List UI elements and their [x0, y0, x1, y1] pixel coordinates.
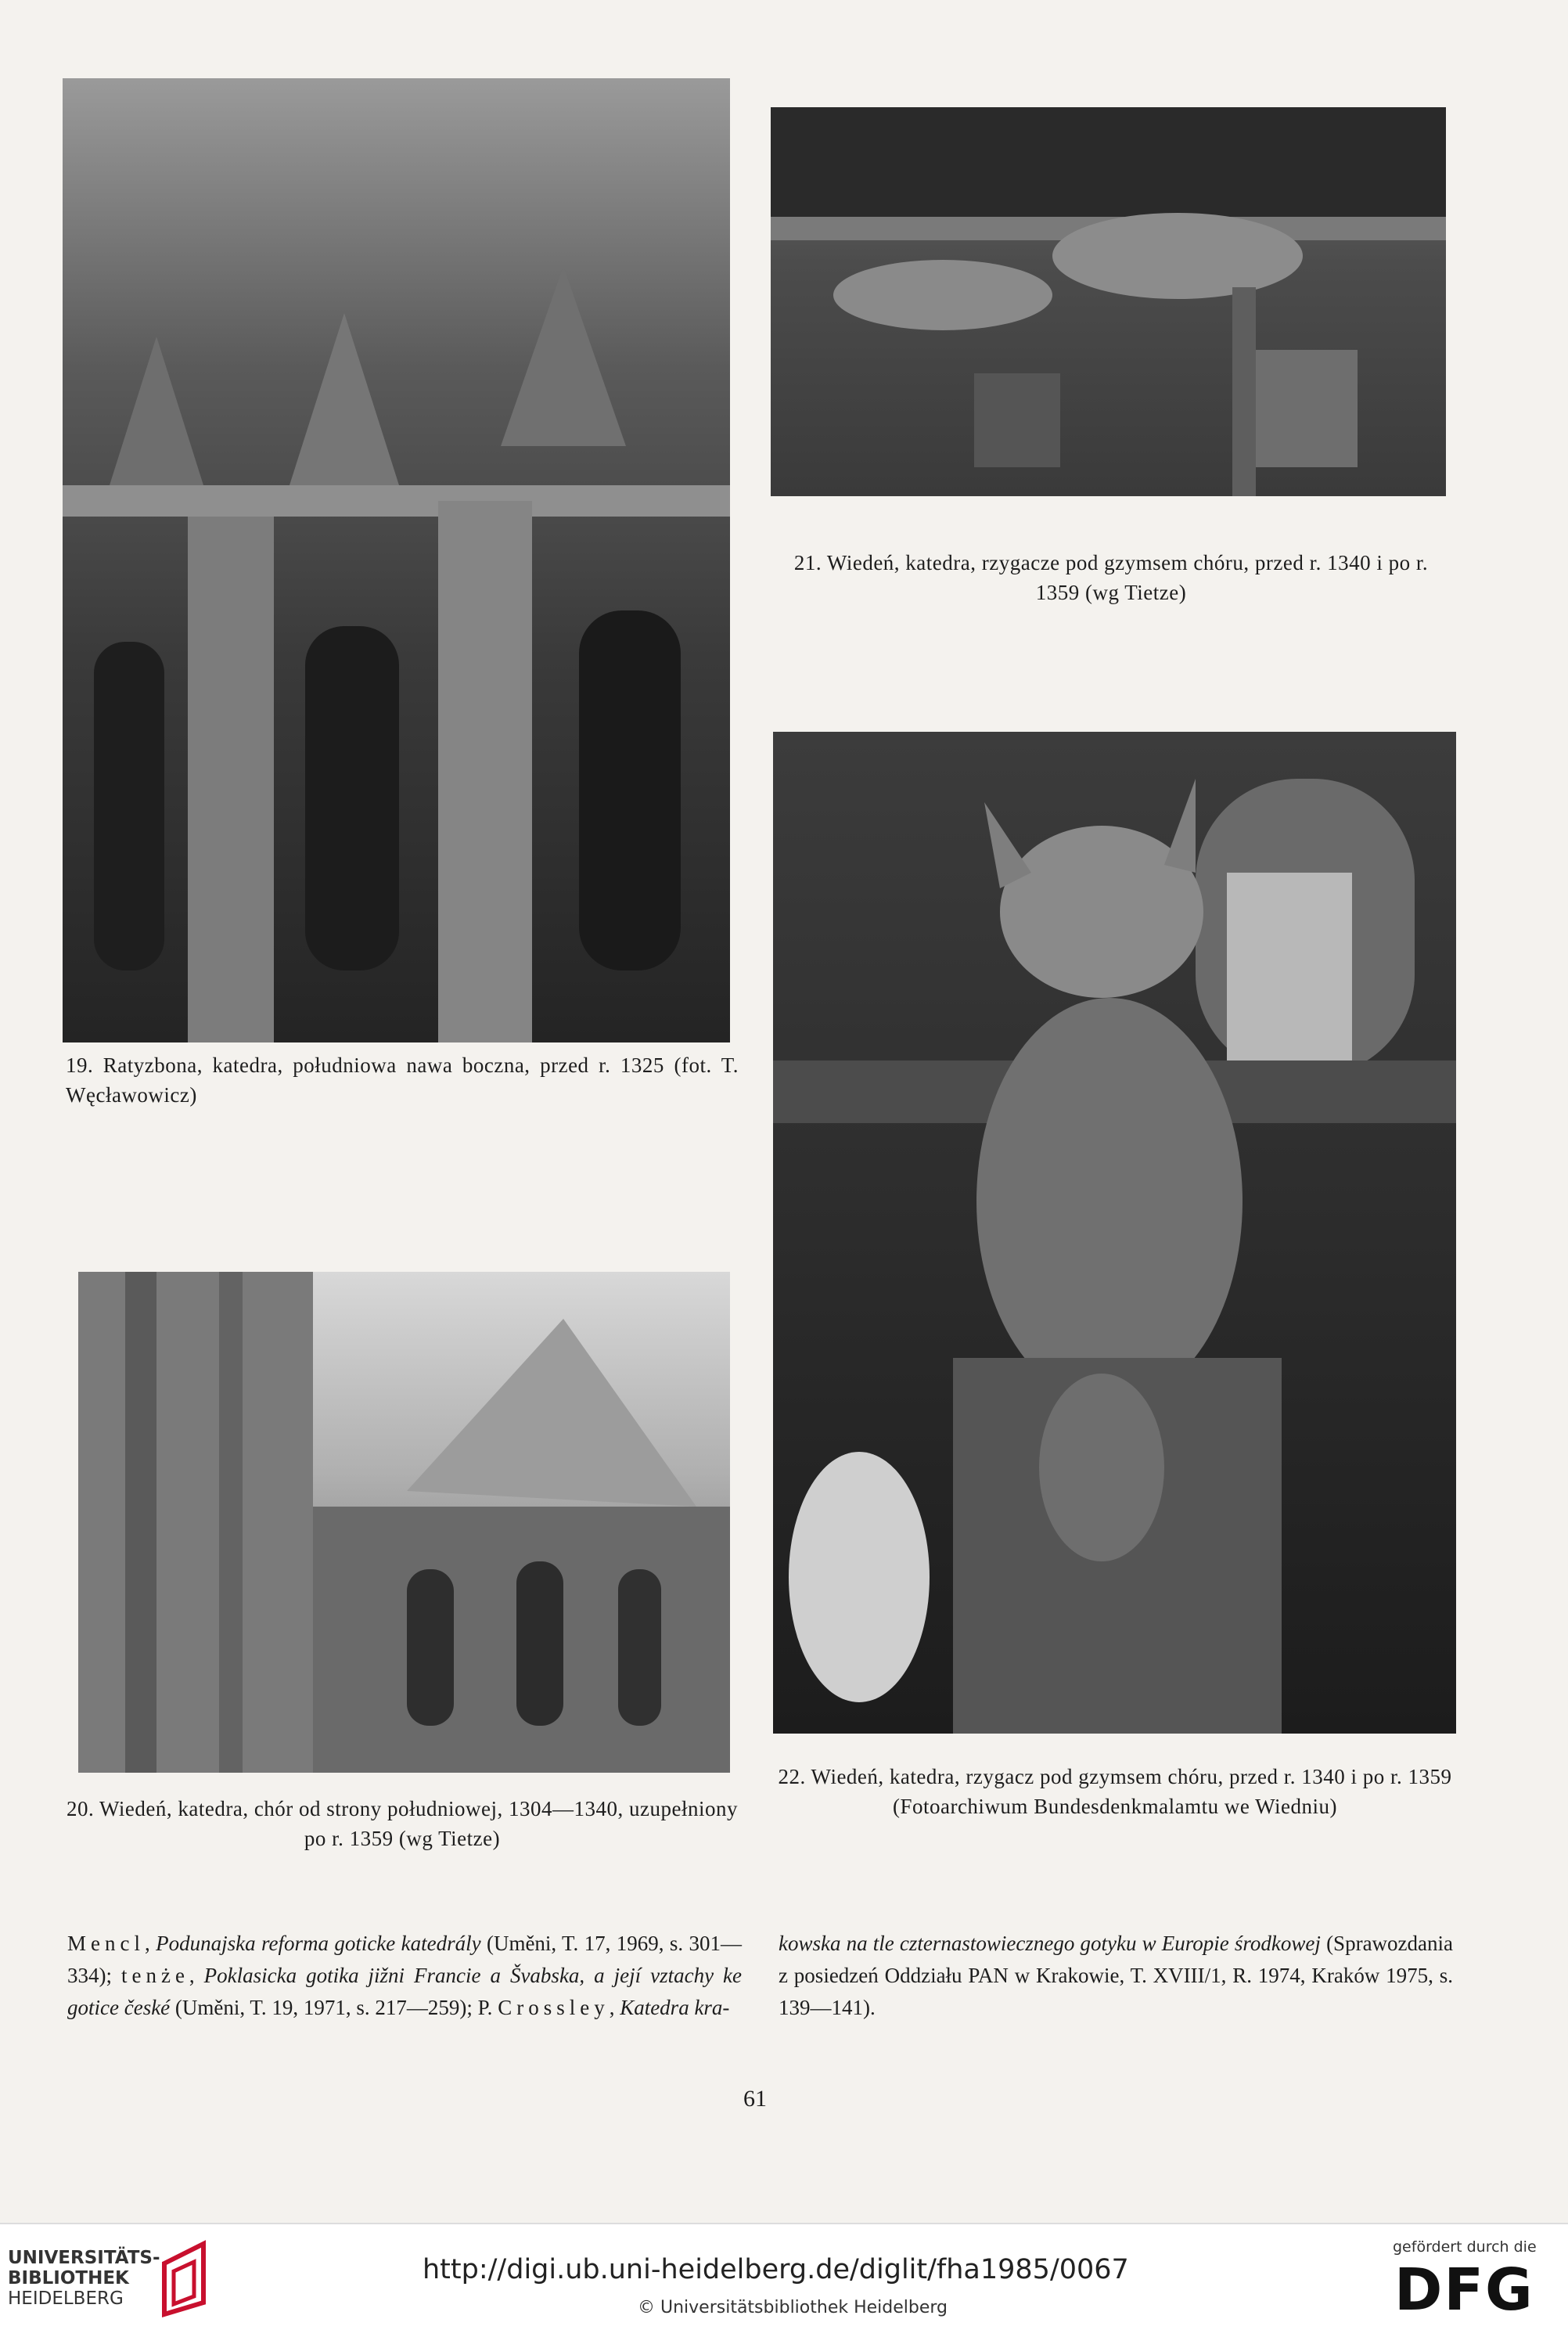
- caption-fig21: 21. Wiedeń, katedra, rzygacze pod gzymsem chóru, przed r. 1340 i po r. 1359 (wg Tietze): [793, 551, 1429, 604]
- photo-fig20: [78, 1272, 730, 1773]
- reference-text-right: kowska na tle czternastowiecznego gotyku w Europie środkowej (Sprawozdania z posiedzeń Oddziału PAN w Krakowie, T. XVIII/1, R. 1974, Kraków 1975, s. 139—141).: [779, 1932, 1454, 2019]
- caption-fig22: 22. Wiedeń, katedra, rzygacz pod gzymsem chóru, przed r. 1340 i po r. 1359 (Fotoarchiwum Bundesdenkmalamtu we Wiedniu): [778, 1765, 1452, 1818]
- author-mencl: Mencl: [67, 1932, 145, 1955]
- caption-fig19: 19. Ratyzbona, katedra, południowa nawa boczna, przed r. 1325 (fot. T. Węcławowicz): [66, 1053, 739, 1107]
- title-podunajska: Podunajska reforma goticke katedrály: [156, 1932, 481, 1955]
- dfg-logo: DFG: [1394, 2256, 1534, 2324]
- title-katedra: Katedra kra-: [620, 1996, 730, 2019]
- funding-text: gefördert durch die: [1393, 2238, 1537, 2256]
- title-katedra-cont: kowska na tle czternastowiecznego gotyku w Europie środkowej: [779, 1932, 1321, 1955]
- copyright-text: © Universitätsbibliothek Heidelberg: [638, 2298, 948, 2317]
- photo-fig21: [771, 107, 1446, 496]
- caption-fig20: 20. Wiedeń, katedra, chór od strony południowej, 1304—1340, uzupełniony po r. 1359 (wg Tietze): [66, 1797, 738, 1850]
- page-number: 61: [743, 2086, 767, 2112]
- author-tenze: tenże: [120, 1964, 189, 1987]
- author-crossley: Crossley: [498, 1996, 610, 2019]
- footer-bar: [0, 2223, 1568, 2337]
- library-logo-icon: [156, 2240, 216, 2318]
- title-poklasicka: Poklasicka gotika jižni Francie a Švabska, a její vztachy ke gotice české: [67, 1964, 742, 2019]
- reference-text-left: Mencl, Podunajska reforma goticke katedrály (Uměni, T. 17, 1969, s. 301—334); tenże, Poklasicka gotika jižni Francie a Švabska, a její vztachy ke gotice české (Uměni, T. 19, 1971, s. 217—259); P. Crossley, Katedra kra-: [67, 1932, 742, 2019]
- photo-fig19: [63, 78, 730, 1042]
- source-url-link[interactable]: http://digi.ub.uni-heidelberg.de/diglit/fha1985/0067: [423, 2254, 1129, 2285]
- photo-fig22: [773, 732, 1456, 1734]
- library-name: UNIVERSITÄTS- BIBLIOTHEK HEIDELBERG: [8, 2248, 160, 2309]
